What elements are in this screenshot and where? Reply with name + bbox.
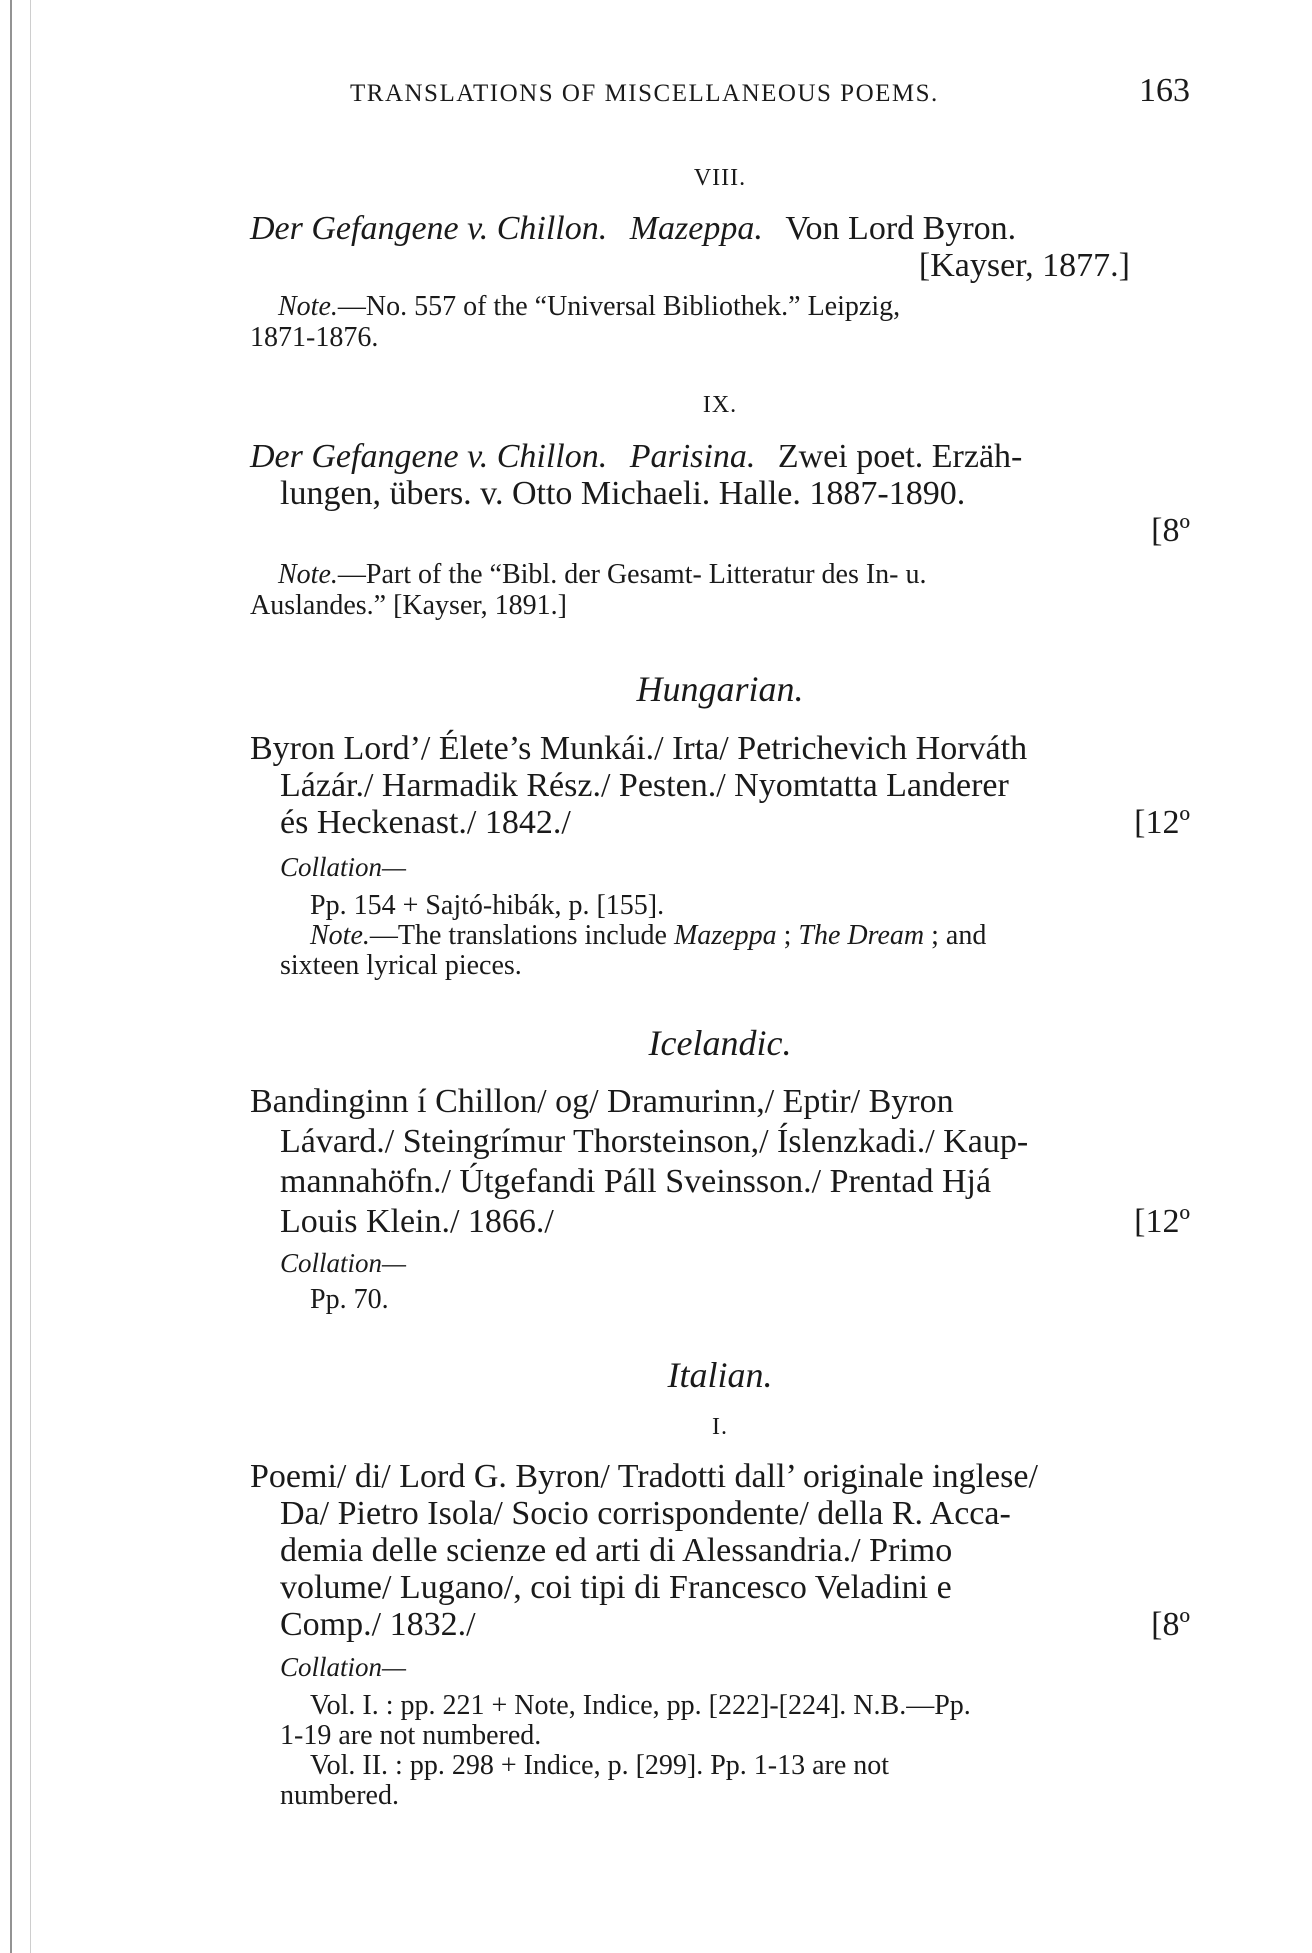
note-line: Note.—No. 557 of the “Universal Bibliothek.” Leipzig, xyxy=(278,291,901,322)
binding-edge xyxy=(0,0,60,1953)
collation-icelandic: Collation— Pp. 70. xyxy=(250,1248,1190,1315)
entry-viii-line1 xyxy=(250,210,1190,247)
entry-viii xyxy=(250,210,1190,284)
collation-label: Collation— xyxy=(280,1652,407,1682)
note-line: Auslandes.” [Kayser, 1891.] xyxy=(250,590,567,621)
title-mazeppa: Mazeppa. xyxy=(629,210,763,247)
running-title: TRANSLATIONS OF MISCELLANEOUS POEMS. xyxy=(350,80,939,107)
collation-italian: Collation— Vol. I. : pp. 221 + Note, Indice, pp. [222]-[224]. N.B.—Pp. 1-19 are not numbered. Vol. II. : pp. 298 + Indice, p. [299]. Pp. 1-13 are not numbered. xyxy=(250,1652,1190,1811)
note-line: 1871-1876. xyxy=(250,322,379,353)
title-gefangene: Der Gefangene v. Chillon. xyxy=(250,210,608,247)
entry-icelandic: Bandinginn í Chillon/ og/ Dramurinn,/ Eptir/ Byron Lávard./ Steingrímur Thorsteinson,/ Íslenzkadi./ Kaup- mannahöfn./ Útgefandi Páll Sveinsson./ Prentad Hjá Louis Klein./ 1866./ [12º xyxy=(250,1083,1190,1240)
note-line: Note.—The translations include Mazeppa ; The Dream ; and xyxy=(310,920,987,951)
format-mark: [8º xyxy=(1151,512,1190,549)
entry-italian: Poemi/ di/ Lord G. Byron/ Tradotti dall’ originale inglese/ Da/ Pietro Isola/ Socio corrispondente/ della R. Acca- demia delle scienze ed arti di Alessandria./ Primo volume/ Lugano/, coi tipi di Francesco Veladini e Comp./ 1832./ [8º xyxy=(250,1458,1190,1643)
page-header xyxy=(350,72,1190,112)
section-heading-italian: Italian. xyxy=(667,1355,773,1395)
entry-hungarian: Byron Lord’/ Élete’s Munkái./ Irta/ Petrichevich Horváth Lázár./ Harmadik Rész./ Pesten./ Nyomtatta Landerer és Heckenast./ 1842./ [12º xyxy=(250,730,1190,841)
section-heading-icelandic: Icelandic. xyxy=(648,1023,792,1063)
entry-ix-numeral: IX. xyxy=(702,392,738,418)
format-mark: [12º xyxy=(1134,1203,1190,1240)
entry-viii-numeral: VIII. xyxy=(693,165,747,191)
entry-italian-numeral: I. xyxy=(712,1414,728,1440)
entry-viii-note xyxy=(250,292,1190,354)
entry-ix-line1: Der Gefangene v. Chillon. Parisina. Zwei poet. Erzäh- xyxy=(250,438,1023,475)
entry-ix xyxy=(250,438,1190,549)
collation-label: Collation— xyxy=(280,852,407,882)
collation-label: Collation— xyxy=(280,1248,407,1278)
note-line: sixteen lyrical pieces. xyxy=(280,950,522,981)
format-mark: [12º xyxy=(1134,804,1190,841)
entry-ix-line2: lungen, übers. v. Otto Michaeli. Halle. 1887-1890. xyxy=(280,475,966,512)
section-heading-hungarian: Hungarian. xyxy=(636,669,804,709)
entry-ix-note xyxy=(250,560,1190,622)
collation-hungarian: Collation— Pp. 154 + Sajtó-hibák, p. [155]. Note.—The translations include Mazeppa ; The Dream ; and sixteen lyrical pieces. xyxy=(250,852,1190,981)
page-number: 163 xyxy=(1139,72,1190,109)
format-mark: [8º xyxy=(1151,1606,1190,1643)
entry-viii-line2: [Kayser, 1877.] xyxy=(918,247,1130,284)
note-line: Note.—Part of the “Bibl. der Gesamt- Litteratur des In- u. xyxy=(278,559,927,590)
byline: Von Lord Byron. xyxy=(785,210,1017,247)
